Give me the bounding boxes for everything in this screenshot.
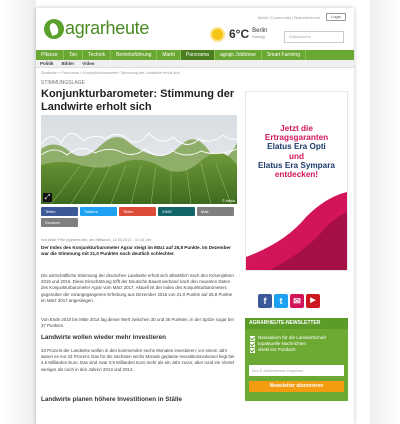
- benefit-text: Newsalarm für die Landwirtschaft: [258, 335, 326, 340]
- mail-icon[interactable]: ✉: [290, 294, 304, 308]
- share-facebook-button[interactable]: Teilen: [41, 207, 78, 216]
- article-headline: Konjunkturbarometer: Stimmung der Landwirte erholt sich: [41, 88, 235, 113]
- article-subheading-1: Landwirte wollen wieder mehr investieren: [41, 334, 166, 341]
- right-background: [370, 0, 400, 424]
- photo-credit: © fotolia: [222, 199, 235, 203]
- check-icon: [250, 348, 255, 353]
- ad-line: entdecken!: [274, 170, 319, 180]
- sub-nav: [36, 60, 354, 68]
- article-photo[interactable]: [41, 115, 237, 204]
- newsletter-subscribe-button[interactable]: Newsletter abonnieren: [249, 381, 344, 392]
- leaf-icon: [44, 19, 64, 39]
- social-links: [258, 294, 320, 308]
- utility-links[interactable]: Mobil | Community | Branchenbuch: [257, 15, 320, 20]
- article-paragraph-1: Die wirtschaftliche Stimmung der deutschen Landwirte erholt sich allmählich nach den Krisenjahren 2015 und 2016. Diese Einschätzung trifft der Deutsche Bauernverband nach den neuesten Daten des Konjunkturbarometer Agrar vom März 2017. Aktuell ist der Index des Konjunkturbarometers gegenüber der vorangegangenen Erhebung aus Dezember 2016 von 21,0 Punkte auf 25,8 Punkte im März 2017 angestiegen.: [41, 273, 234, 303]
- benefit-text: direkt ins Postfach: [258, 347, 296, 352]
- youtube-icon[interactable]: ▶: [306, 294, 320, 308]
- article-kicker: STIMMUNGSLAGE: [41, 80, 85, 86]
- expand-icon[interactable]: ⤢: [44, 194, 51, 201]
- ad-line: und: [288, 151, 304, 161]
- ad-line: Jetzt die: [280, 124, 313, 133]
- logo-text: agrarheute: [65, 18, 150, 38]
- newsletter-title: AGRARHEUTE-NEWSLETTER: [245, 318, 348, 329]
- field-landscape-image: [41, 115, 237, 204]
- nav-item-panorama[interactable]: Panorama: [181, 50, 215, 60]
- breadcrumb[interactable]: Startseite > Panorama > Konjunkturbarometer: Stimmung der Landwirte erholt sich: [41, 71, 181, 75]
- sun-icon: [212, 29, 223, 40]
- subnav-item-politik[interactable]: Politik: [40, 61, 54, 66]
- left-background: [0, 0, 36, 424]
- share-twitter-button[interactable]: Twittern: [80, 207, 117, 216]
- nav-item-smart-farming[interactable]: Smart Farming: [262, 50, 306, 60]
- ad-line: Ertragsgaranten: [264, 133, 329, 143]
- article-byline: von Anke Fritz (agrarheute), am Mittwoch, 12.04.2017 - 11:14 Uhr: [41, 238, 152, 242]
- site-logo[interactable]: [44, 18, 149, 39]
- article-subheading-2: Landwirte planen höhere Investitionen in Ställe: [41, 396, 183, 403]
- check-icon: [250, 342, 255, 347]
- login-button[interactable]: Login: [326, 13, 346, 21]
- main-nav: [36, 50, 354, 60]
- nav-item-jobboerse[interactable]: agrajo Jobbörse: [215, 50, 262, 60]
- ad-line: Elatus Era Sympara: [258, 160, 335, 170]
- share-bar: [41, 207, 237, 227]
- weather-temperature: 6°C: [229, 27, 250, 41]
- ad-line: Elatus Era Opti: [267, 142, 326, 152]
- share-google-button[interactable]: Teilen: [119, 207, 156, 216]
- subnav-item-video[interactable]: Video: [82, 61, 95, 66]
- nav-item-pflanze[interactable]: Pflanze: [36, 50, 64, 60]
- print-button[interactable]: Drucken: [41, 218, 78, 227]
- twitter-icon[interactable]: t: [274, 294, 288, 308]
- check-icon: [250, 336, 255, 341]
- share-mail-button[interactable]: Mail: [197, 207, 234, 216]
- weather-location: [252, 28, 267, 40]
- facebook-icon[interactable]: f: [258, 294, 272, 308]
- ad-background: [246, 92, 347, 271]
- ad-text: [246, 124, 347, 179]
- webpage: [36, 8, 354, 424]
- article-paragraph-2: Von Ende 2010 bis Mitte 2014 lag dieser Wert zwischen 30 und 35 Punkten, in der Spitze sogar bei 37 Punkten.: [41, 317, 234, 329]
- nav-item-tier[interactable]: Tier: [64, 50, 83, 60]
- search-input[interactable]: Artikelsuche: [284, 31, 344, 43]
- newsletter-benefits: [250, 335, 346, 353]
- subnav-item-bilder[interactable]: Bilder: [61, 61, 75, 66]
- newsletter-email-field[interactable]: Ihre E-Mailadresse eingeben: [249, 365, 344, 376]
- share-xing-button[interactable]: XING: [158, 207, 195, 216]
- list-item: [250, 347, 346, 353]
- newsletter-box: [245, 329, 348, 401]
- site-header: [36, 8, 354, 50]
- article-lead: Der Index des Konjunkturbarometer Agrar steigt im März auf 25,8 Punkte. Im Dezember war die Stimmung mit 21,0 Punkten noch deutlich schlechter.: [41, 245, 231, 257]
- article-paragraph-3: 33 Prozent der Landwirte wollen in den kommenden sechs Monaten investieren; vor einem Jahr waren es nur 23 Prozent. Das für die nächsten sechs Monate geplante Investitionsvolumen liegt bei 4,6 Milliarden Euro. Das sind zwar 0,9 Milliarden Euro mehr als ein Jahr zuvor, aber rund ein Viertel weniger als noch in den Jahren 2013 und 2014.: [41, 348, 235, 372]
- weather-condition: Sonnig: [252, 34, 265, 39]
- nav-item-markt[interactable]: Markt: [157, 50, 181, 60]
- advertisement-banner[interactable]: [245, 91, 348, 271]
- benefit-text: topaktuelle Nachrichten: [258, 341, 307, 346]
- nav-item-betriebsfuehrung[interactable]: Betriebsführung: [111, 50, 157, 60]
- weather-widget[interactable]: [212, 27, 267, 41]
- nav-item-technik[interactable]: Technik: [83, 50, 111, 60]
- weather-city: Berlin: [252, 28, 268, 34]
